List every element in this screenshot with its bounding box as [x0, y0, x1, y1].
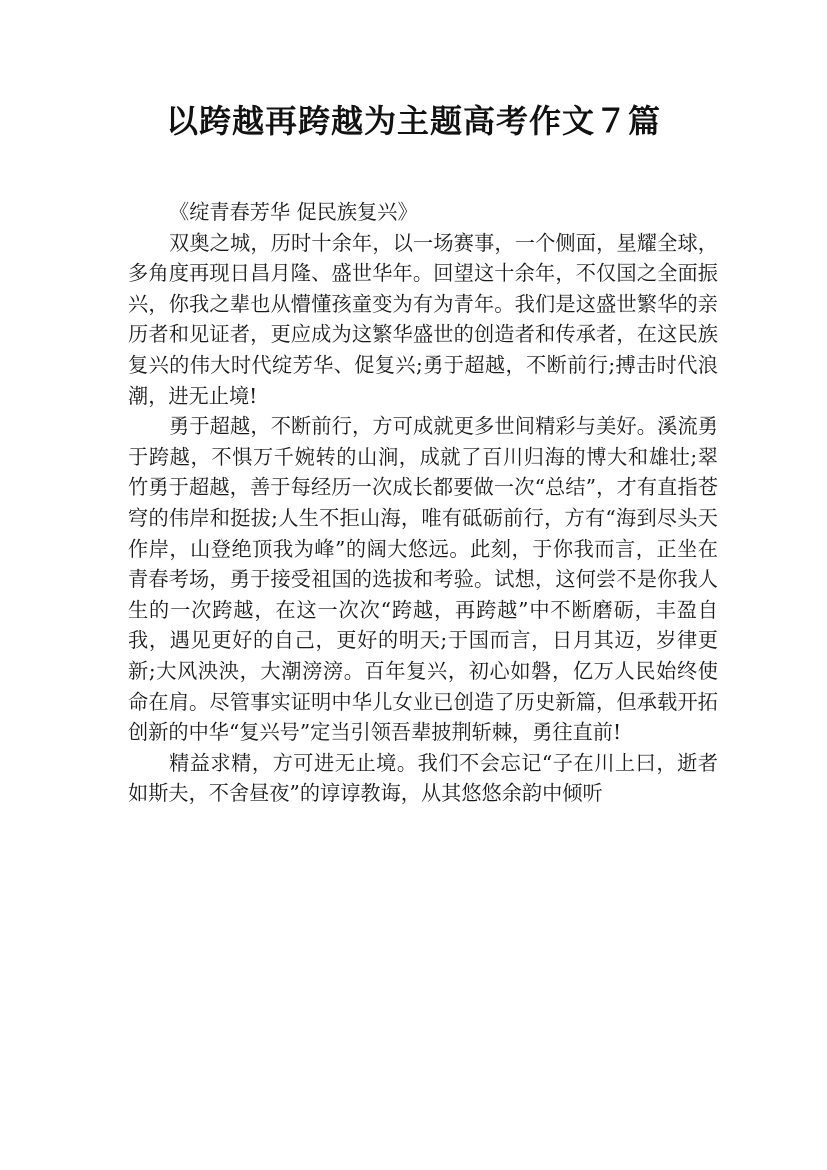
paragraph: 勇于超越，不断前行，方可成就更多世间精彩与美好。溪流勇于跨越，不惧万千婉转的山涧，成就了百川归海的博大和雄壮;翠竹勇于超越，善于每经历一次成长都要做一次“总结”，才有直指苍穹的伟岸和挺拔;人生不拒山海，唯有砥砺前行，方有“海到尽头天作岸，山登绝顶我为峰”的阔大悠远。此刻，于你我而言，正坐在青春考场，勇于接受祖国的选拔和考验。试想，这何尝不是你我人生的一次跨越，在这一次次“跨越，再跨越”中不断磨砺，丰盈自我，遇见更好的自己，更好的明天;于国而言，日月其迈，岁律更新;大风泱泱，大潮滂滂。百年复兴，初心如磐，亿万人民始终使命在肩。尽管事实证明中华儿女业已创造了历史新篇，但承载开拓创新的中华“复兴号”定当引领吾辈披荆斩棘，勇往直前! — [128, 414, 718, 745]
document-title: 以跨越再跨越为主题高考作文７篇 — [165, 102, 661, 140]
paragraph: 精益求精，方可进无止境。我们不会忘记“子在川上曰，逝者如斯夫，不舍昼夜”的谆谆教诲，从其悠悠余韵中倾听 — [128, 750, 718, 806]
document-body — [128, 197, 718, 809]
essay-title: 《绽青春芳华 促民族复兴》 — [169, 200, 418, 224]
paragraph: 双奥之城，历时十余年，以一场赛事，一个侧面，星耀全球，多角度再现日昌月隆、盛世华年。回望这十余年，不仅国之全面振兴，你我之辈也从懵懂孩童变为有为青年。我们是这盛世繁华的亲历者和见证者，更应成为这繁华盛世的创造者和传承者，在这民族复兴的伟大时代绽芳华、促复兴;勇于超越，不断前行;搏击时代浪潮，进无止境! — [128, 230, 718, 408]
